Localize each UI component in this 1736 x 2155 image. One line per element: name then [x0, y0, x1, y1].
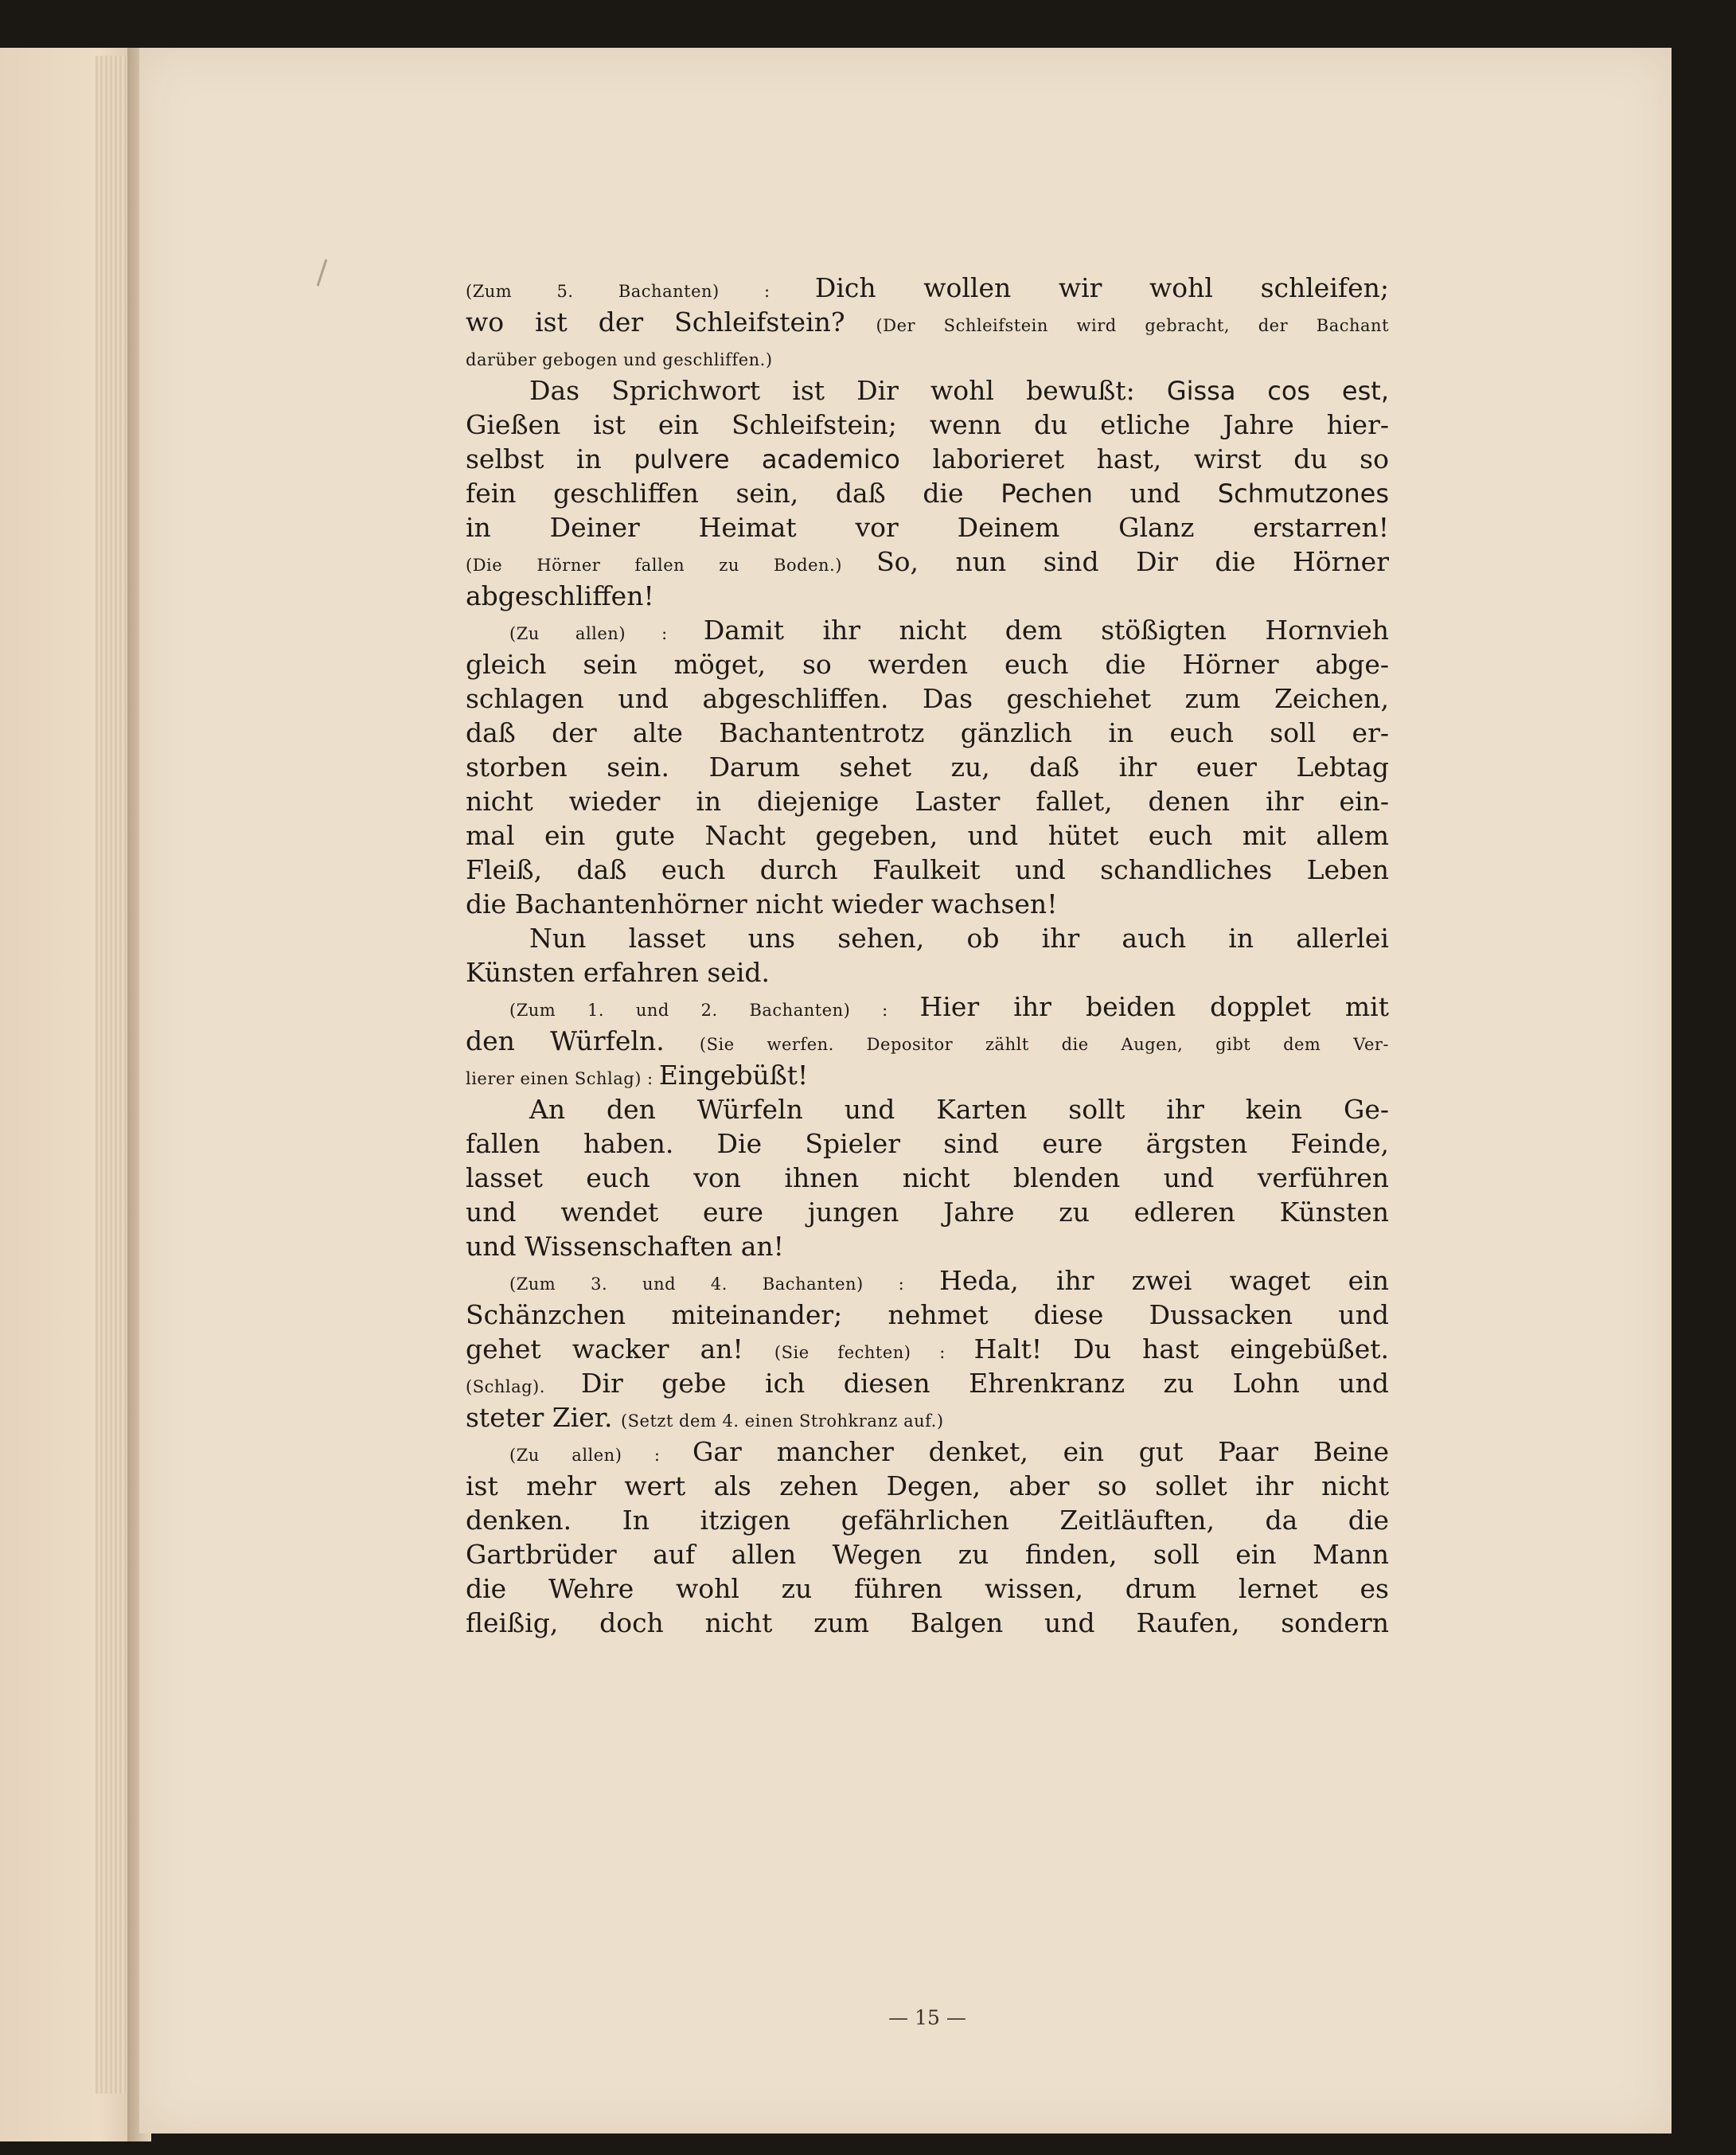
stage-direction: (Sie werfen. Depositor zählt die Augen, gibt dem Ver-	[699, 1035, 1389, 1054]
stage-direction: (Zum 5. Bachanten) :	[466, 282, 815, 301]
text-line	[466, 442, 1389, 476]
line-text: in Deiner Heimat vor Deinem Glanz erstarren!	[466, 512, 1389, 543]
text-line	[466, 1058, 1389, 1092]
stage-direction: lierer einen Schlag) :	[466, 1069, 659, 1088]
stage-direction: (Zum 3. und 4. Bachanten) :	[509, 1275, 940, 1294]
text-line	[466, 1298, 1389, 1332]
line-text: steter Zier.	[466, 1402, 621, 1433]
text-line	[466, 921, 1389, 955]
line-text: schlagen und abgeschliffen. Das geschiehet zum Zeichen,	[466, 683, 1389, 714]
page-number: — 15 —	[888, 2006, 966, 2029]
line-text: mal ein gute Nacht gegeben, und hütet euch mit allem	[466, 820, 1389, 851]
line-text: An den Würfeln und Karten sollt ihr kein Ge-	[529, 1094, 1389, 1125]
text-line	[466, 853, 1389, 887]
stage-direction: (Setzt dem 4. einen Strohkranz auf.)	[620, 1411, 944, 1431]
text-line	[466, 1332, 1389, 1366]
line-text: Fleiß, daß euch durch Faulkeit und schandliches Leben	[466, 854, 1389, 885]
line-text: Dir gebe ich diesen Ehrenkranz zu Lohn und	[581, 1368, 1389, 1399]
line-text: daß der alte Bachantentrotz gänzlich in euch soll er-	[466, 717, 1389, 748]
line-text: Schänzchen miteinander; nehmet diese Dussacken und	[466, 1299, 1389, 1330]
text-line	[466, 1366, 1389, 1400]
line-text: Halt! Du hast eingebüßet.	[973, 1333, 1389, 1364]
line-text: So, nun sind Dir die Hörner	[876, 546, 1389, 577]
stage-direction: darüber gebogen und geschliffen.)	[466, 350, 773, 369]
text-line	[466, 1195, 1389, 1229]
text-line	[466, 955, 1389, 990]
line-text: Hier ihr beiden dopplet mit	[919, 991, 1389, 1022]
text-line	[466, 1606, 1389, 1640]
text-line	[466, 1263, 1389, 1298]
line-text: Künsten erfahren seid.	[466, 957, 770, 988]
line-text: storben sein. Darum sehet zu, daß ihr euer Lebtag	[466, 752, 1389, 783]
line-text: und	[1092, 478, 1218, 509]
line-text: wo ist der Schleifstein?	[466, 306, 876, 338]
text-line	[466, 613, 1389, 647]
text-line	[466, 545, 1389, 579]
line-text: Dich wollen wir wohl schleifen;	[814, 272, 1389, 303]
text-line	[466, 1161, 1389, 1195]
text-line	[466, 373, 1389, 408]
stage-direction: (Der Schleifstein wird gebracht, der Bachant	[876, 316, 1389, 335]
latin-phrase: Schmutzones	[1217, 478, 1389, 509]
text-block	[466, 271, 1389, 2029]
text-line	[466, 1469, 1389, 1503]
line-text: fleißig, doch nicht zum Balgen und Raufen, sondern	[466, 1607, 1389, 1638]
line-text: laborieret hast, wirst du so	[899, 443, 1389, 474]
text-line	[466, 647, 1389, 681]
text-line	[466, 579, 1389, 613]
line-text: ist mehr wert als zehen Degen, aber so sollet ihr nicht	[466, 1470, 1389, 1501]
text-line	[466, 408, 1389, 442]
line-text: selbst in	[466, 443, 634, 474]
text-line	[466, 784, 1389, 818]
line-text: gehet wacker an!	[466, 1333, 774, 1364]
text-line	[466, 716, 1389, 750]
text-line	[466, 1092, 1389, 1126]
text-line	[466, 1400, 1389, 1435]
line-text: Das Sprichwort ist Dir wohl bewußt:	[529, 375, 1167, 406]
line-text: abgeschliffen!	[466, 580, 654, 611]
line-text: Heda, ihr zwei waget ein	[939, 1265, 1389, 1296]
text-line	[466, 1229, 1389, 1263]
text-line	[466, 305, 1389, 339]
line-text: Damit ihr nicht dem stößigten Hornvieh	[703, 615, 1389, 646]
line-text: fallen haben. Die Spieler sind eure ärgsten Feinde,	[466, 1128, 1389, 1159]
text-line	[466, 476, 1389, 510]
text-line	[466, 510, 1389, 545]
text-line	[466, 681, 1389, 716]
stage-direction: (Sie fechten) :	[774, 1343, 974, 1362]
line-text: die Wehre wohl zu führen wissen, drum lernet es	[466, 1573, 1389, 1604]
text-line	[466, 339, 1389, 373]
line-text: die Bachantenhörner nicht wieder wachsen!	[466, 888, 1058, 919]
text-line	[466, 1126, 1389, 1161]
text-line	[466, 1503, 1389, 1537]
line-text: Nun lasset uns sehen, ob ihr auch in allerlei	[529, 923, 1389, 954]
line-text: und Wissenschaften an!	[466, 1231, 784, 1262]
line-text: Eingebüßt!	[658, 1060, 809, 1091]
text-line	[466, 887, 1389, 921]
stage-direction: (Schlag).	[466, 1377, 582, 1396]
stage-direction: (Zum 1. und 2. Bachanten) :	[509, 1001, 920, 1020]
line-text: Gießen ist ein Schleifstein; wenn du etliche Jahre hier-	[466, 409, 1389, 440]
line-text: nicht wieder in diejenige Laster fallet, denen ihr ein-	[466, 786, 1389, 817]
stage-direction: (Zu allen) :	[509, 624, 704, 643]
pencil-mark	[317, 259, 328, 286]
latin-phrase: Pechen	[1001, 478, 1093, 509]
stage-direction: (Zu allen) :	[509, 1446, 692, 1465]
line-text: und wendet eure jungen Jahre zu edleren Künsten	[466, 1197, 1389, 1228]
text-line	[466, 1435, 1389, 1469]
line-text: den Würfeln.	[466, 1025, 700, 1056]
stage-direction: (Die Hörner fallen zu Boden.)	[466, 556, 877, 575]
line-text: Gar mancher denket, ein gut Paar Beine	[692, 1436, 1389, 1467]
line-text: gleich sein möget, so werden euch die Hörner abge-	[466, 649, 1389, 680]
text-line	[466, 990, 1389, 1024]
text-line	[466, 1571, 1389, 1606]
latin-phrase: pulvere academico	[634, 444, 900, 474]
line-text: fein geschliffen sein, daß die	[466, 478, 1001, 509]
book-page	[139, 48, 1672, 2134]
text-line	[466, 271, 1389, 305]
line-text: lasset euch von ihnen nicht blenden und verführen	[466, 1162, 1389, 1193]
text-line	[466, 1024, 1389, 1058]
text-line	[466, 750, 1389, 784]
latin-phrase: Gissa cos est,	[1166, 376, 1389, 406]
line-text: Gartbrüder auf allen Wegen zu finden, soll ein Mann	[466, 1539, 1389, 1570]
text-line	[466, 818, 1389, 853]
line-text: denken. In itzigen gefährlichen Zeitläuften, da die	[466, 1505, 1389, 1536]
text-line	[466, 1537, 1389, 1571]
